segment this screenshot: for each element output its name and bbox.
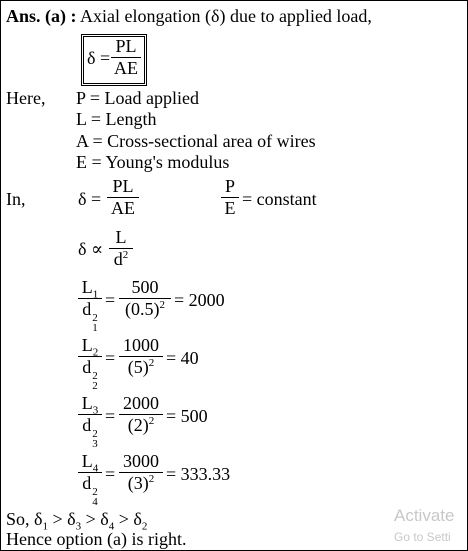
ratio-lhs-fraction — [78, 451, 102, 507]
subscript: 3 — [75, 520, 82, 533]
d-symbol: d — [82, 415, 92, 435]
sub-sup-stack — [92, 313, 98, 333]
so-text: So, δ — [6, 509, 43, 529]
ratio-result: = 2000 — [174, 290, 225, 310]
ratio-d — [80, 473, 100, 507]
ratio-rhs-fraction — [119, 451, 163, 494]
equals-sign: = — [105, 348, 116, 368]
constant-text: = constant — [242, 189, 317, 209]
subscript: 3 — [92, 438, 98, 450]
exponent: 2 — [92, 428, 98, 440]
subscript: 4 — [92, 496, 98, 508]
ratio-result: = 333.33 — [166, 464, 231, 484]
subscript: 1 — [92, 322, 98, 334]
ratio-rhs-fraction — [119, 393, 163, 436]
subscript: 3 — [92, 404, 99, 417]
ratio-result: = 40 — [166, 348, 199, 368]
d-symbol: d — [82, 473, 92, 493]
comparison: > δ — [48, 509, 76, 529]
denominator-base: (0.5) — [125, 299, 160, 319]
comparison: > δ — [81, 509, 109, 529]
here-label: Here, — [6, 88, 46, 108]
exponent: 2 — [159, 299, 165, 311]
sub-sup-stack — [92, 429, 98, 449]
e-denominator: E — [224, 198, 236, 218]
definition-line: L = Length — [76, 109, 157, 129]
d-symbol: d — [82, 299, 92, 319]
equals-sign: = — [105, 290, 116, 310]
ratio-denominator — [123, 299, 167, 320]
formula-denominator: AE — [114, 58, 138, 78]
subscript: 4 — [92, 462, 99, 475]
subscript: 2 — [92, 380, 98, 392]
definition-line: A = Cross-sectional area of wires — [76, 131, 316, 151]
equals-sign: = — [105, 406, 116, 426]
p-numerator: P — [224, 176, 235, 196]
ratio-rhs-fraction — [119, 335, 163, 378]
final-answer: Hence option (a) is right. — [6, 529, 187, 549]
p-over-e-fraction — [221, 176, 239, 219]
comparison: > δ — [114, 509, 142, 529]
proportional-fraction — [109, 227, 133, 270]
ratio-rhs-fraction — [119, 277, 171, 320]
formula-lhs: δ = — [87, 48, 111, 68]
denominator-base: (3) — [127, 473, 149, 493]
ratio-l — [80, 277, 101, 301]
ratio-denominator — [126, 415, 157, 436]
subscript: 2 — [141, 520, 148, 533]
ratio-denominator — [126, 357, 157, 378]
l-symbol: L — [81, 335, 93, 355]
exponent: 2 — [148, 357, 155, 369]
definition-line: E = Young's modulus — [76, 152, 230, 172]
denominator-base: (5) — [127, 357, 149, 377]
l-symbol: L — [81, 451, 93, 471]
ratio-numerator: 1000 — [123, 335, 159, 355]
exponent: 2 — [122, 249, 129, 261]
answer-label: Ans. (a) : — [6, 6, 77, 26]
l-symbol: L — [81, 277, 93, 297]
subscript: 1 — [42, 520, 48, 533]
answer-intro: Axial elongation (δ) due to applied load, — [80, 6, 372, 26]
proportional-denominator — [112, 249, 131, 270]
d-symbol: d — [113, 249, 123, 269]
exponent: 2 — [92, 486, 98, 498]
delta-denominator: AE — [111, 198, 135, 218]
ratio-numerator: 500 — [131, 277, 159, 297]
ratio-l — [80, 335, 101, 359]
ratio-l — [80, 451, 101, 475]
delta-fraction — [107, 176, 139, 219]
sub-sup-stack — [92, 487, 98, 507]
definition-line: P = Load applied — [76, 88, 199, 108]
ratio-d — [80, 357, 100, 391]
exponent: 2 — [148, 415, 155, 427]
ratio-denominator — [126, 473, 157, 494]
proportional-numerator: L — [115, 227, 127, 247]
subscript: 1 — [92, 288, 99, 301]
equals-sign: = — [105, 464, 116, 484]
delta-numerator: PL — [112, 176, 134, 196]
exponent: 2 — [92, 370, 98, 382]
answer-heading — [6, 6, 372, 27]
denominator-base: (2) — [127, 415, 149, 435]
activation-watermark-title: Activate — [394, 506, 455, 525]
ratio-result: = 500 — [166, 406, 208, 426]
ratio-lhs-fraction — [78, 335, 102, 391]
formula-numerator: PL — [115, 36, 137, 56]
exponent: 2 — [92, 312, 98, 324]
ratio-d — [80, 299, 100, 333]
subscript: 2 — [92, 346, 99, 359]
ratio-numerator: 2000 — [123, 393, 159, 413]
conclusion-order — [6, 509, 148, 533]
ratio-lhs-fraction — [78, 393, 102, 449]
ratio-l — [80, 393, 101, 417]
sub-sup-stack — [92, 371, 98, 391]
subscript: 4 — [108, 520, 115, 533]
delta-lhs: δ = — [78, 189, 102, 209]
formula-fraction — [111, 36, 141, 79]
d-symbol: d — [82, 357, 92, 377]
ratio-lhs-fraction — [78, 277, 102, 333]
l-symbol: L — [81, 393, 93, 413]
ratio-d — [80, 415, 100, 449]
in-label: In, — [6, 189, 26, 209]
proportional-lhs: δ ∝ — [78, 239, 104, 259]
exponent: 2 — [148, 473, 155, 485]
ratio-numerator: 3000 — [123, 451, 159, 471]
activation-watermark-subtitle: Go to Setti — [394, 530, 451, 544]
